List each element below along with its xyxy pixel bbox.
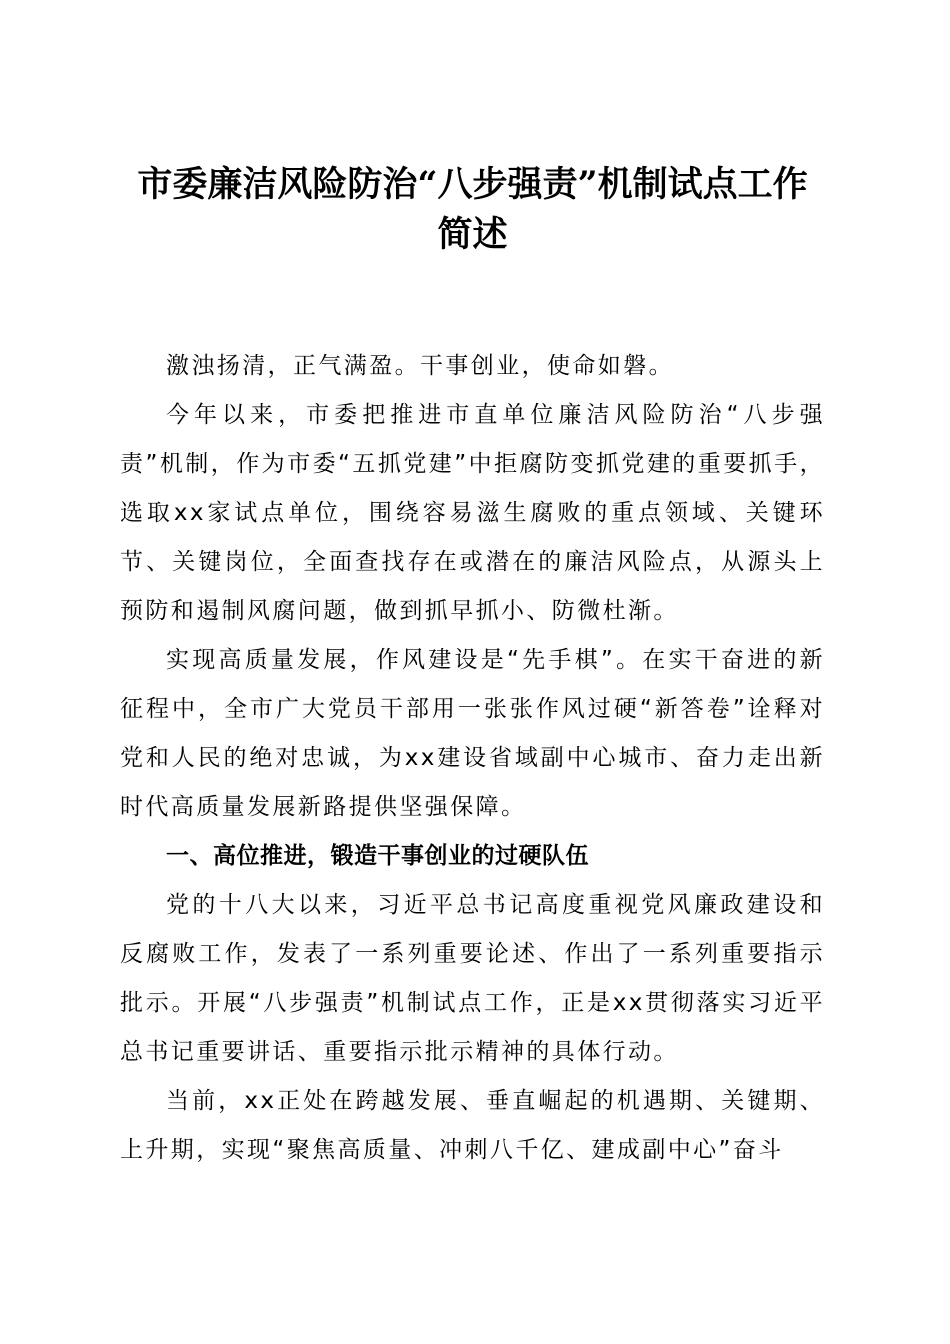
title-line-1: 市委廉洁风险防治“八步强责”机制试点工作 (137, 164, 808, 205)
section1-paragraph-2: 当前，xx正处在跨越发展、垂直崛起的机遇期、关键期、上升期，实现“聚焦高质量、冲刺八千亿、建成副中心”奋斗 (120, 1088, 825, 1163)
section1-paragraph-1: 党的十八大以来，习近平总书记高度重视党风廉政建设和反腐败工作，发表了一系列重要论述、作出了一系列重要指示批示。开展“八步强责”机制试点工作，正是xx贯彻落实习近平总书记重要讲话、重要指示批示精神的具体行动。 (120, 892, 825, 1065)
document-title (120, 160, 825, 260)
paragraph-intro: 激浊扬清，正气满盈。干事创业，使命如磐。 (166, 353, 674, 379)
title-line-2: 简述 (437, 214, 508, 255)
section-heading-1: 一、高位推进，锻造干事创业的过硬队伍 (166, 843, 589, 869)
paragraph-development: 实现高质量发展，作风建设是“先手棋”。在实干奋进的新征程中，全市广大党员干部用一张张作风过硬“新答卷”诠释对党和人民的绝对忠诚，为xx建设省域副中心城市、奋力走出新时代高质量发展新路提供坚强保障。 (120, 647, 825, 820)
document-page (120, 160, 825, 1175)
paragraph-background: 今年以来，市委把推进市直单位廉洁风险防治“八步强责”机制，作为市委“五抓党建”中拒腐防变抓党建的重要抓手，选取xx家试点单位，围绕容易滋生腐败的重点领域、关键环节、关键岗位，全面查找存在或潜在的廉洁风险点，从源头上预防和遏制风腐问题，做到抓早抓小、防微杜渐。 (120, 402, 825, 624)
